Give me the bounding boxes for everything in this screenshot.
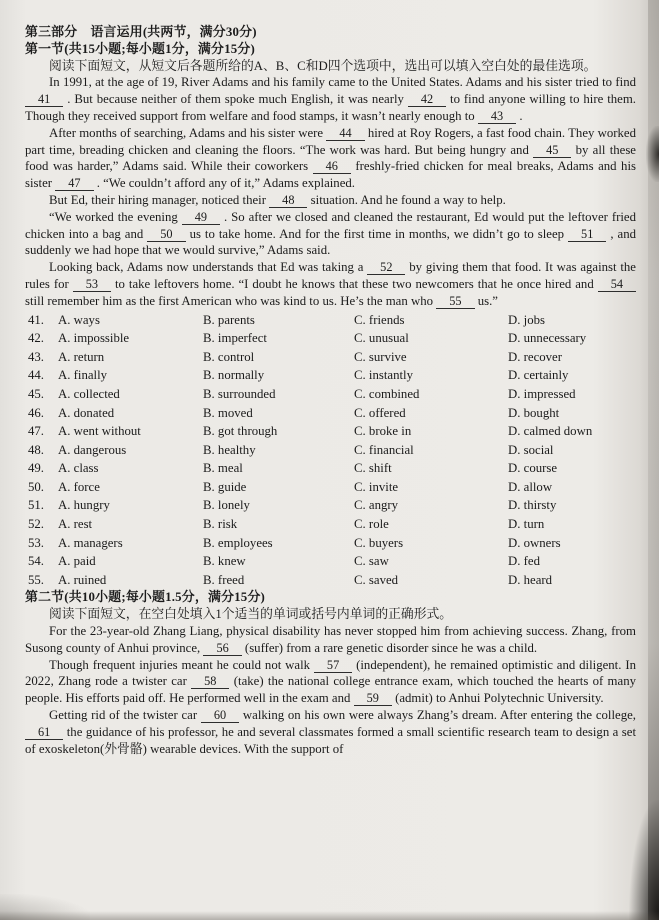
option-a: A. hungry [58, 498, 110, 513]
option-a: A. paid [58, 554, 96, 569]
question-row-46 [25, 404, 636, 423]
option-a: A. finally [58, 368, 108, 383]
cloze-blank-45: 45 [533, 143, 571, 158]
option-c: C. invite [354, 479, 399, 494]
question-number: 49. [28, 461, 44, 476]
option-b: B. surrounded [203, 386, 276, 401]
option-d: D. jobs [508, 312, 545, 327]
option-b: B. healthy [203, 442, 256, 457]
option-a: A. managers [58, 535, 123, 550]
option-c: C. shift [354, 461, 392, 476]
option-c: C. friends [354, 312, 405, 327]
question-number: 48. [28, 442, 44, 457]
option-b: B. control [203, 349, 255, 364]
cloze-blank-42: 42 [408, 92, 446, 107]
question-number: 55. [28, 572, 44, 587]
question-row-43 [25, 348, 636, 367]
cloze-blank-58: 58 [191, 674, 229, 689]
question-row-54 [25, 552, 636, 571]
option-b: B. risk [203, 517, 238, 532]
option-d: D. fed [508, 554, 540, 569]
question-row-42 [25, 329, 636, 348]
question-row-47 [25, 422, 636, 441]
question-row-48 [25, 441, 636, 460]
question-row-45 [25, 385, 636, 404]
question-row-55 [25, 571, 636, 590]
question-row-51 [25, 496, 636, 515]
question-number: 42. [28, 331, 44, 346]
option-d: D. turn [508, 517, 545, 532]
cloze-blank-55: 55 [436, 294, 474, 309]
passage2 [25, 623, 636, 757]
cloze-blank-41: 41 [25, 92, 63, 107]
option-b: B. imperfect [203, 331, 267, 346]
option-b: B. knew [203, 554, 246, 569]
scan-corner-shadow [629, 800, 659, 920]
option-d: D. allow [508, 479, 553, 494]
question-row-52 [25, 515, 636, 534]
option-d: D. unnecessary [508, 331, 587, 346]
question-number: 41. [28, 312, 44, 327]
section2-heading: 第二节(共10小题;每小题1.5分，满分15分) [25, 590, 266, 605]
cloze-blank-46: 46 [313, 159, 351, 174]
option-c: C. buyers [354, 535, 404, 550]
question-row-44 [25, 366, 636, 385]
option-b: B. parents [203, 312, 255, 327]
option-b: B. moved [203, 405, 253, 420]
option-c: C. unusual [354, 331, 409, 346]
cloze-blank-49: 49 [182, 210, 220, 225]
scan-edge-shadow [648, 0, 659, 920]
option-d: D. certainly [508, 368, 569, 383]
passage-paragraph: “We worked the evening 49 . So after we closed and cleaned the restaurant, Ed would put the leftover fried chicken into a bag and 50 us to take home. And for the first time in months, we didn’t go to sleep 51 , and suddenly we had hope that we would survive,” Adams said. [25, 209, 636, 258]
option-a: A. impossible [58, 331, 130, 346]
option-a: A. ways [58, 312, 100, 327]
cloze-blank-59: 59 [354, 691, 392, 706]
passage-paragraph: In 1991, at the age of 19, River Adams and his family came to the United States. Adams and his sister tried to find 41 . But because neither of them spoke much English, it was nearly 42 to find anyone willing to hire them. Though they received support from welfare and food stamps, it wasn’t nearly enough to 43 . [25, 75, 637, 123]
question-number: 47. [28, 424, 44, 439]
cloze-blank-52: 52 [367, 260, 405, 275]
passage-paragraph: Looking back, Adams now understands that Ed was taking a 52 by giving them that food. It was against the rules for 53 to take leftovers home. “I doubt he knows that these two newcomers that he once hired and 54 still remember him as the first American who was kind to us. He’s the man who 55 us.” [25, 260, 636, 308]
question-row-50 [25, 478, 636, 497]
option-b: B. normally [203, 368, 265, 383]
question-number: 50. [28, 479, 44, 494]
question-number: 54. [28, 554, 44, 569]
cloze-blank-47: 47 [55, 176, 93, 191]
cloze-blank-44: 44 [326, 126, 364, 141]
cloze-blank-51: 51 [568, 227, 606, 242]
options-table [25, 311, 636, 590]
question-number: 52. [28, 517, 44, 532]
option-c: C. saw [354, 554, 389, 569]
option-a: A. class [58, 461, 99, 476]
scan-smudge-right [646, 126, 659, 182]
option-b: B. guide [203, 479, 247, 494]
passage-paragraph: After months of searching, Adams and his sister were 44 hired at Roy Rogers, a fast food chain. They worked part time, breading chicken and cleaning the floors. “The work was hard. But being hungry and 45 by all these food was harder,” Adams said. While their coworkers 46 freshly-fried chicken for meal breaks, Adams and his sister 47 . “We couldn’t afford any of it,” Adams explained. [25, 125, 636, 191]
section1-instructions: 阅读下面短文，从短文后各题所给的A、B、C和D四个选项中，选出可以填入空白处的最佳选项。 [49, 58, 597, 73]
option-c: C. offered [354, 405, 406, 420]
section2-instructions: 阅读下面短文，在空白处填入1个适当的单词或括号内单词的正确形式。 [49, 607, 453, 622]
passage-paragraph: But Ed, their hiring manager, noticed their 48 situation. And he found a way to help. [49, 192, 506, 207]
option-d: D. social [508, 442, 554, 457]
option-a: A. donated [58, 405, 115, 420]
question-number: 51. [28, 498, 44, 513]
option-d: D. owners [508, 535, 561, 550]
option-d: D. calmed down [508, 424, 593, 439]
option-c: C. role [354, 517, 389, 532]
option-d: D. bought [508, 405, 560, 420]
option-d: D. thirsty [508, 498, 557, 513]
part-heading: 第三部分 语言运用(共两节，满分30分) [25, 25, 257, 39]
option-b: B. meal [203, 461, 243, 476]
option-a: A. ruined [58, 572, 107, 587]
question-row-53 [25, 534, 636, 553]
question-row-41 [25, 311, 636, 330]
option-a: A. went without [58, 424, 141, 439]
option-b: B. got through [203, 424, 278, 439]
option-b: B. employees [203, 535, 273, 550]
option-b: B. lonely [203, 498, 250, 513]
option-d: D. impressed [508, 386, 576, 401]
option-b: B. freed [203, 572, 245, 587]
option-a: A. rest [58, 517, 93, 532]
option-a: A. collected [58, 386, 120, 401]
section1-heading: 第一节(共15小题;每小题1分，满分15分) [25, 41, 255, 56]
passage1 [25, 74, 636, 309]
question-number: 53. [28, 535, 44, 550]
option-c: C. combined [354, 386, 420, 401]
question-row-49 [25, 459, 636, 478]
option-d: D. course [508, 461, 558, 476]
question-number: 46. [28, 405, 44, 420]
option-a: A. return [58, 349, 105, 364]
option-c: C. saved [354, 572, 399, 587]
option-c: C. survive [354, 349, 407, 364]
passage-paragraph: Though frequent injuries meant he could not walk 57 (independent), he remained optimistic and diligent. In 2022, Zhang rode a twister car 58 (take) the national college entrance exam, which touched the hearts of many people. His efforts paid off. He performed well in the exam and 59 (admit) to Anhui Polytechnic University. [25, 657, 636, 706]
option-c: C. financial [354, 442, 414, 457]
cloze-blank-60: 60 [201, 708, 239, 723]
option-c: C. angry [354, 498, 399, 513]
scan-bottom-shadow [0, 911, 659, 920]
cloze-blank-48: 48 [269, 193, 307, 208]
option-a: A. dangerous [58, 442, 127, 457]
cloze-blank-54: 54 [598, 277, 636, 292]
cloze-blank-53: 53 [73, 277, 111, 292]
option-d: D. recover [508, 349, 562, 364]
option-d: D. heard [508, 572, 553, 587]
scan-bottomleft-shade [0, 894, 90, 920]
question-number: 45. [28, 386, 44, 401]
option-c: C. instantly [354, 368, 414, 383]
question-number: 43. [28, 349, 44, 364]
question-number: 44. [28, 368, 44, 383]
cloze-blank-57: 57 [314, 658, 352, 673]
passage-paragraph: For the 23-year-old Zhang Liang, physical disability has never stopped him from achieving success. Zhang, from Susong county of Anhui province, 56 (suffer) from a rare genetic disorder since he was a child. [25, 624, 636, 655]
option-c: C. broke in [354, 424, 412, 439]
cloze-blank-61: 61 [25, 725, 63, 740]
cloze-blank-43: 43 [478, 109, 516, 124]
option-a: A. force [58, 479, 100, 494]
cloze-blank-56: 56 [203, 641, 241, 656]
cloze-blank-50: 50 [147, 227, 185, 242]
passage-paragraph: Getting rid of the twister car 60 walking on his own were always Zhang’s dream. After entering the college, 61 the guidance of his professor, he and several classmates formed a small scientific research team to design a set of exoskeleton(外骨骼) wearable devices. With the support of [25, 708, 637, 756]
